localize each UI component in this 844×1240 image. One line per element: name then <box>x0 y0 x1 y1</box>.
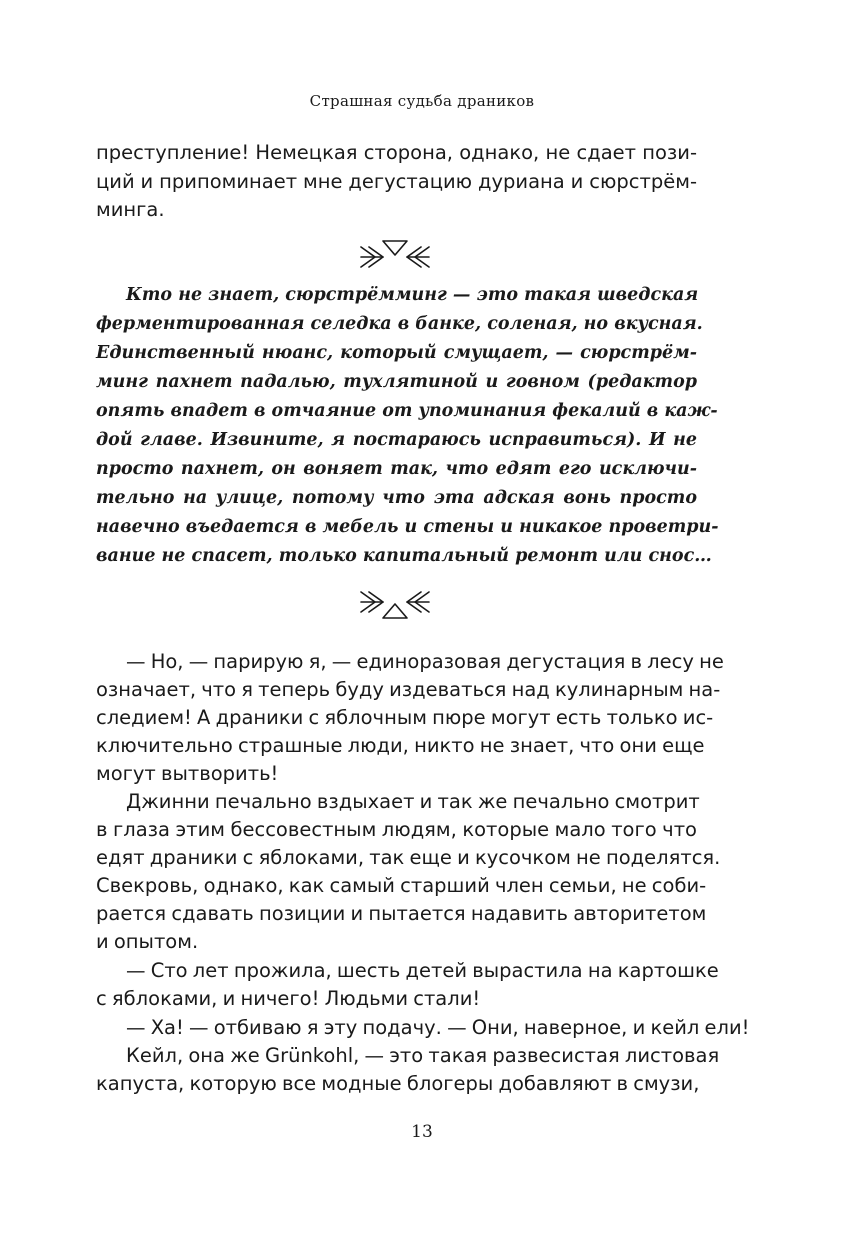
text-line: ключительно страшные люди, никто не знает, что они еще <box>96 734 705 757</box>
aside-line: вание не спасет, только капитальный ремонт или снос… <box>96 546 712 566</box>
text-line: — Сто лет прожила, шесть детей вырастила на картошке <box>126 959 719 982</box>
aside-line: Единственный нюанс, который смущает, — сюрстрём- <box>96 343 697 363</box>
aside-line: опять впадет в отчаяние от упоминания фекалий в каж- <box>96 401 718 421</box>
aside-line: навечно въедается в мебель и стены и никакое проветри- <box>96 517 719 537</box>
running-head: Страшная судьба драников <box>309 92 535 110</box>
text-line: с яблоками, и ничего! Людьми стали! <box>96 987 481 1010</box>
text-line: — Но, — парирую я, — единоразовая дегустация в лесу не <box>126 650 724 673</box>
page-number: 13 <box>411 1122 433 1142</box>
ornament-top-icon <box>359 237 431 273</box>
text-line: Свекровь, однако, как самый старший член семьи, не соби- <box>96 874 707 897</box>
text-line: следием! А драники с яблочным пюре могут есть только ис- <box>96 706 714 729</box>
ornament-bottom-icon <box>359 586 431 622</box>
text-line: и опытом. <box>96 930 199 953</box>
aside-line: просто пахнет, он воняет так, что едят его исключи- <box>96 459 697 479</box>
aside-line: Кто не знает, сюрстрёмминг — это такая шведская <box>126 285 699 305</box>
aside-line: тельно на улице, потому что эта адская вонь просто <box>96 488 697 508</box>
text-line: означает, что я теперь буду издеваться над кулинарным на- <box>96 678 721 701</box>
text-line: Джинни печально вздыхает и так же печально смотрит <box>126 790 700 813</box>
text-line: в глаза этим бессовестным людям, которые мало того что <box>96 818 697 841</box>
text-line: минга. <box>96 198 165 221</box>
aside-line: дой главе. Извините, я постараюсь исправиться). И не <box>96 430 697 450</box>
text-line: Кейл, она же Grünkohl, — это такая развесистая листовая <box>126 1044 720 1067</box>
text-line: ций и припоминает мне дегустацию дуриана и сюрстрём- <box>96 170 697 193</box>
text-line: едят драники с яблоками, так еще и кусочком не поделятся. <box>96 846 721 869</box>
text-line: капуста, которую все модные блогеры добавляют в смузи, <box>96 1072 700 1095</box>
aside-line: минг пахнет падалью, тухлятиной и говном (редактор <box>96 372 697 392</box>
text-line: — Ха! — отбиваю я эту подачу. — Они, наверное, и кейл ели! <box>126 1016 750 1039</box>
text-line: преступление! Немецкая сторона, однако, не сдает пози- <box>96 141 697 164</box>
text-line: могут вытворить! <box>96 762 279 785</box>
aside-line: ферментированная селедка в банке, соленая, но вкусная. <box>96 314 703 334</box>
text-line: рается сдавать позиции и пытается надавить авторитетом <box>96 902 707 925</box>
